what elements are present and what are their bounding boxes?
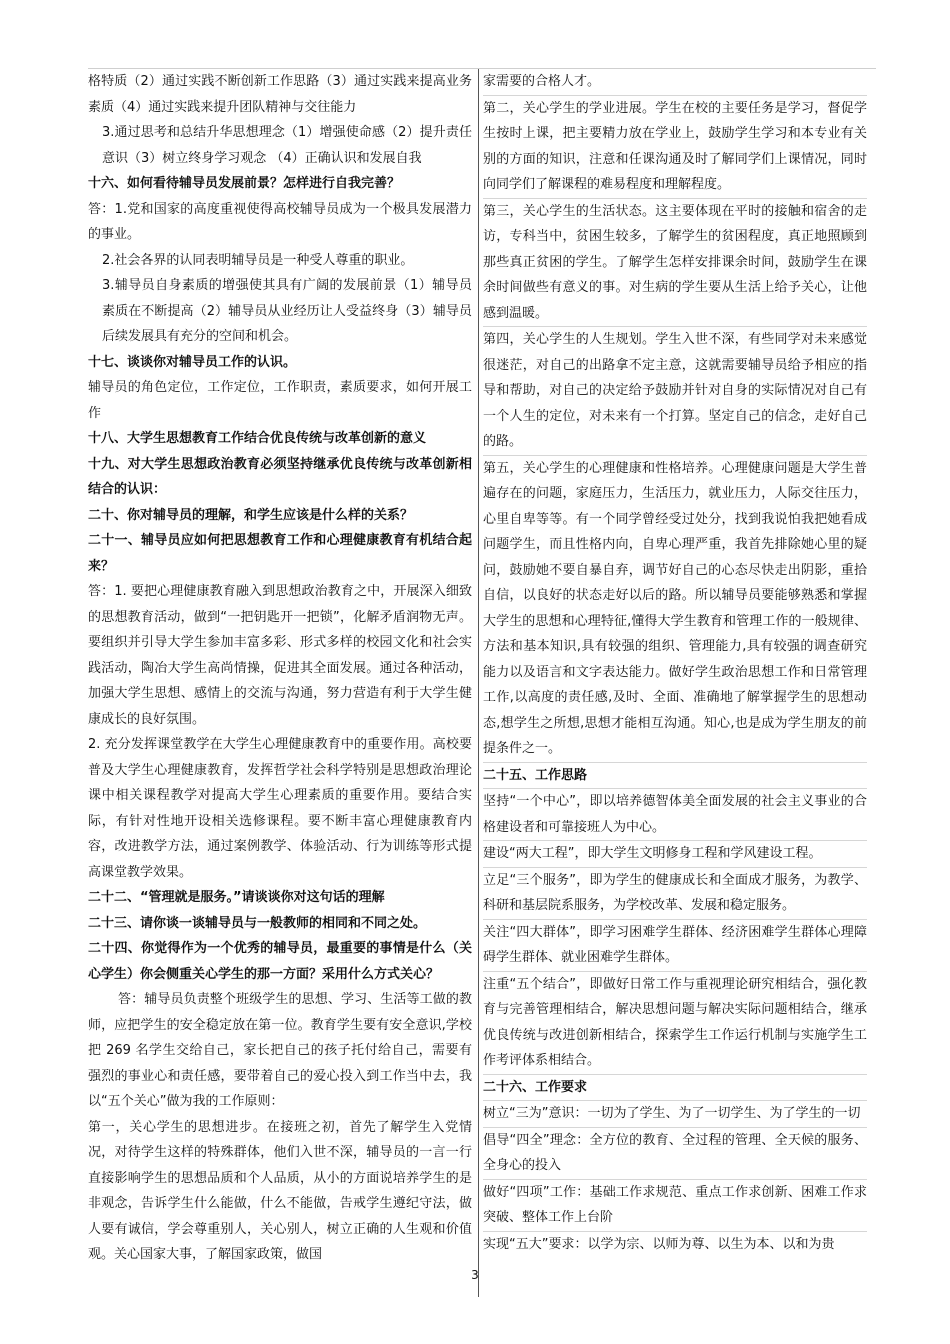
paragraph: 立足“三个服务”，即为学生的健康成长和全面成才服务，为教学、科研和基层院系服务，为学校改革、发展和稳定服务。: [483, 868, 867, 920]
paragraph: 第三，关心学生的生活状态。这主要体现在平时的接触和宿舍的走访，专科当中，贫困生较多，了解学生的贫困程度，真正地照顾到那些真正贫困的学生。了解学生怎样安排课余时间，鼓励学生在课余时间做些有意义的事。对生病的学生要从生活上给予关心，让他感到温暖。: [483, 199, 867, 328]
paragraph: 关注“四大群体”，即学习困难学生群体、经济困难学生群体心理障碍学生群体、就业困难学生群体。: [483, 920, 867, 972]
paragraph: 实现“五大”要求：以学为宗、以师为尊、以生为本、以和为贵: [483, 1236, 835, 1252]
column-divider: [478, 69, 479, 1297]
paragraph: 3.通过思考和总结升华思想理念（1）增强使命感（2）提升责任意识（3）树立终身学习观念 （4）正确认识和发展自我: [102, 125, 472, 166]
paragraph: 答：辅导员负责整个班级学生的思想、学习、生活等工做的教师，应把学生的安全稳定放在第一位。教育学生要有安全意识,学校把 269 名学生交给自己，家长把自己的孩子托付给自己，需要有强烈的事业心和责任感，要带着自己的爱心投入到工作当中去，我以“五个关心”做为我的工作原则：: [88, 992, 472, 1109]
paragraph: 家需要的合格人才。: [483, 69, 867, 96]
paragraph: 坚持“一个中心”，即以培养德智体美全面发展的社会主义事业的合格建设者和可靠接班人为中心。: [483, 789, 867, 841]
paragraph: 辅导员的角色定位，工作定位，工作职责，素质要求，如何开展工作: [88, 380, 472, 421]
left-column: [88, 69, 472, 1268]
paragraph: 2. 充分发挥课堂教学在大学生心理健康教育中的重要作用。高校要普及大学生心理健康教育，发挥哲学社会科学特别是思想政治理论课中相关课程教学对提高大学生心理素质的重要作用。要结合实际，有针对性地开设相关选修课程。要不断丰富心理健康教育内容，改进教学方法，通过案例教学、体验活动、行为训练等形式提高课堂教学效果。: [88, 737, 472, 880]
paragraph: 建设“两大工程”，即大学生文明修身工程和学风建设工程。: [483, 841, 867, 868]
paragraph: 答：1.党和国家的高度重视使得高校辅导员成为一个极具发展潜力的事业。: [88, 201, 472, 242]
section-heading: 二十四、你觉得作为一个优秀的辅导员，最重要的事情是什么（关心学生）你会侧重关心学生的那一方面？采用什么方式关心？: [88, 941, 472, 982]
section-heading: 十八、大学生思想教育工作结合优良传统与改革创新的意义: [88, 431, 427, 446]
paragraph: 第五，关心学生的心理健康和性格培养。心理健康问题是大学生普遍存在的问题，家庭压力，生活压力，就业压力，人际交往压力，心里自卑等等。有一个同学曾经受过处分，找到我说怕我把她看成问题学生，而且性格内向，自卑心理严重，我首先排除她心里的疑问，鼓励她不要自暴自弃，调节好自己的心态尽快走出阴影，重拾自信，以良好的状态走好以后的路。所以辅导员要能够熟悉和掌握大学生的思想和心理特征,懂得大学生教育和管理工作的一般规律、方法和基本知识,具有较强的组织、管理能力,具有较强的调查研究能力以及语言和文字表达能力。做好学生政治思想工作和日常管理工作,以高度的责任感,及时、全面、准确地了解掌握学生的思想动态,想学生之所想,思想才能相互沟通。知心,也是成为学生朋友的前提条件之一。: [483, 456, 867, 763]
paragraph: 第四，关心学生的人生规划。学生入世不深，有些同学对未来感觉很迷茫，对自己的出路拿不定主意，这就需要辅导员给予相应的指导和帮助，对自己的决定给予鼓励并针对自身的实际情况对自己有一个人生的定位，对未来有一个打算。坚定自己的信念，走好自己的路。: [483, 327, 867, 456]
document-page: [88, 68, 876, 1297]
paragraph: 倡导“四全”理念：全方位的教育、全过程的管理、全天候的服务、全身心的投入: [483, 1128, 867, 1180]
section-heading: 十九、对大学生思想政治教育必须坚持继承优良传统与改革创新相结合的认识：: [88, 456, 472, 497]
section-heading: 二十六、工作要求: [483, 1075, 867, 1102]
section-heading: 二十一、辅导员应如何把思想教育工作和心理健康教育有机结合起来？: [88, 533, 472, 574]
right-column: [483, 69, 867, 1257]
paragraph: 答：1. 要把心理健康教育融入到思想政治教育之中，开展深入细致的思想教育活动，做到“一把钥匙开一把锁”，化解矛盾润物无声。要组织并引导大学生参加丰富多彩、形式多样的校园文化和社会实践活动，陶冶大学生高尚情操，促进其全面发展。通过各种活动，加强大学生思想、感情上的交流与沟通，努力营造有利于大学生健康成长的良好氛围。: [88, 584, 472, 727]
page-number: 3: [471, 1268, 479, 1282]
paragraph: 注重“五个结合”，即做好日常工作与重视理论研究相结合，强化教育与完善管理相结合，解决思想问题与解决实际问题相结合，继承优良传统与改进创新相结合，探索学生工作运行机制与实施学生工作考评体系相结合。: [483, 972, 867, 1075]
paragraph: 3.辅导员自身素质的增强使其具有广阔的发展前景（1）辅导员素质在不断提高（2）辅导员从业经历让人受益终身（3）辅导员后续发展具有充分的空间和机会。: [102, 278, 472, 344]
paragraph: 做好“四项”工作：基础工作求规范、重点工作求创新、困难工作求突破、整体工作上台阶: [483, 1180, 867, 1232]
paragraph: 树立“三为”意识：一切为了学生、为了一切学生、为了学生的一切: [483, 1101, 867, 1128]
section-heading: 二十三、请你谈一谈辅导员与一般教师的相同和不同之处。: [88, 915, 427, 931]
paragraph: 第一，关心学生的思想进步。在接班之初，首先了解学生入党情况，对待学生这样的特殊群体，他们入世不深，辅导员的一言一行直接影响学生的思想品质和个人品质，从小的方面说培养学生的是非观念，告诉学生什么能做，什么不能做，告戒学生遵纪守法，做人要有诚信，学会尊重别人，关心别人，树立正确的人生观和价值观。关心国家大事，了解国家政策，做国: [88, 1119, 472, 1262]
section-heading: 十七、谈谈你对辅导员工作的认识。: [88, 354, 297, 370]
paragraph: 格特质（2）通过实践不断创新工作思路（3）通过实践来提高业务素质（4）通过实践来提升团队精神与交往能力: [88, 74, 472, 115]
paragraph: 2.社会各界的认同表明辅导员是一种受人尊重的职业。: [102, 252, 414, 268]
paragraph: 第二，关心学生的学业进展。学生在校的主要任务是学习，督促学生按时上课，把主要精力放在学业上，鼓励学生学习和本专业有关别的方面的知识，注意和任课沟通及时了解同学们上课情况，同时向同学们了解课程的难易程度和理解程度。: [483, 96, 867, 199]
section-heading: 十六、如何看待辅导员发展前景？怎样进行自我完善？: [88, 176, 401, 191]
section-heading: 二十五、工作思路: [483, 763, 867, 790]
section-heading: 二十、你对辅导员的理解，和学生应该是什么样的关系？: [88, 507, 414, 523]
section-heading: 二十二、“管理就是服务。”请谈谈你对这句话的理解: [88, 890, 385, 905]
